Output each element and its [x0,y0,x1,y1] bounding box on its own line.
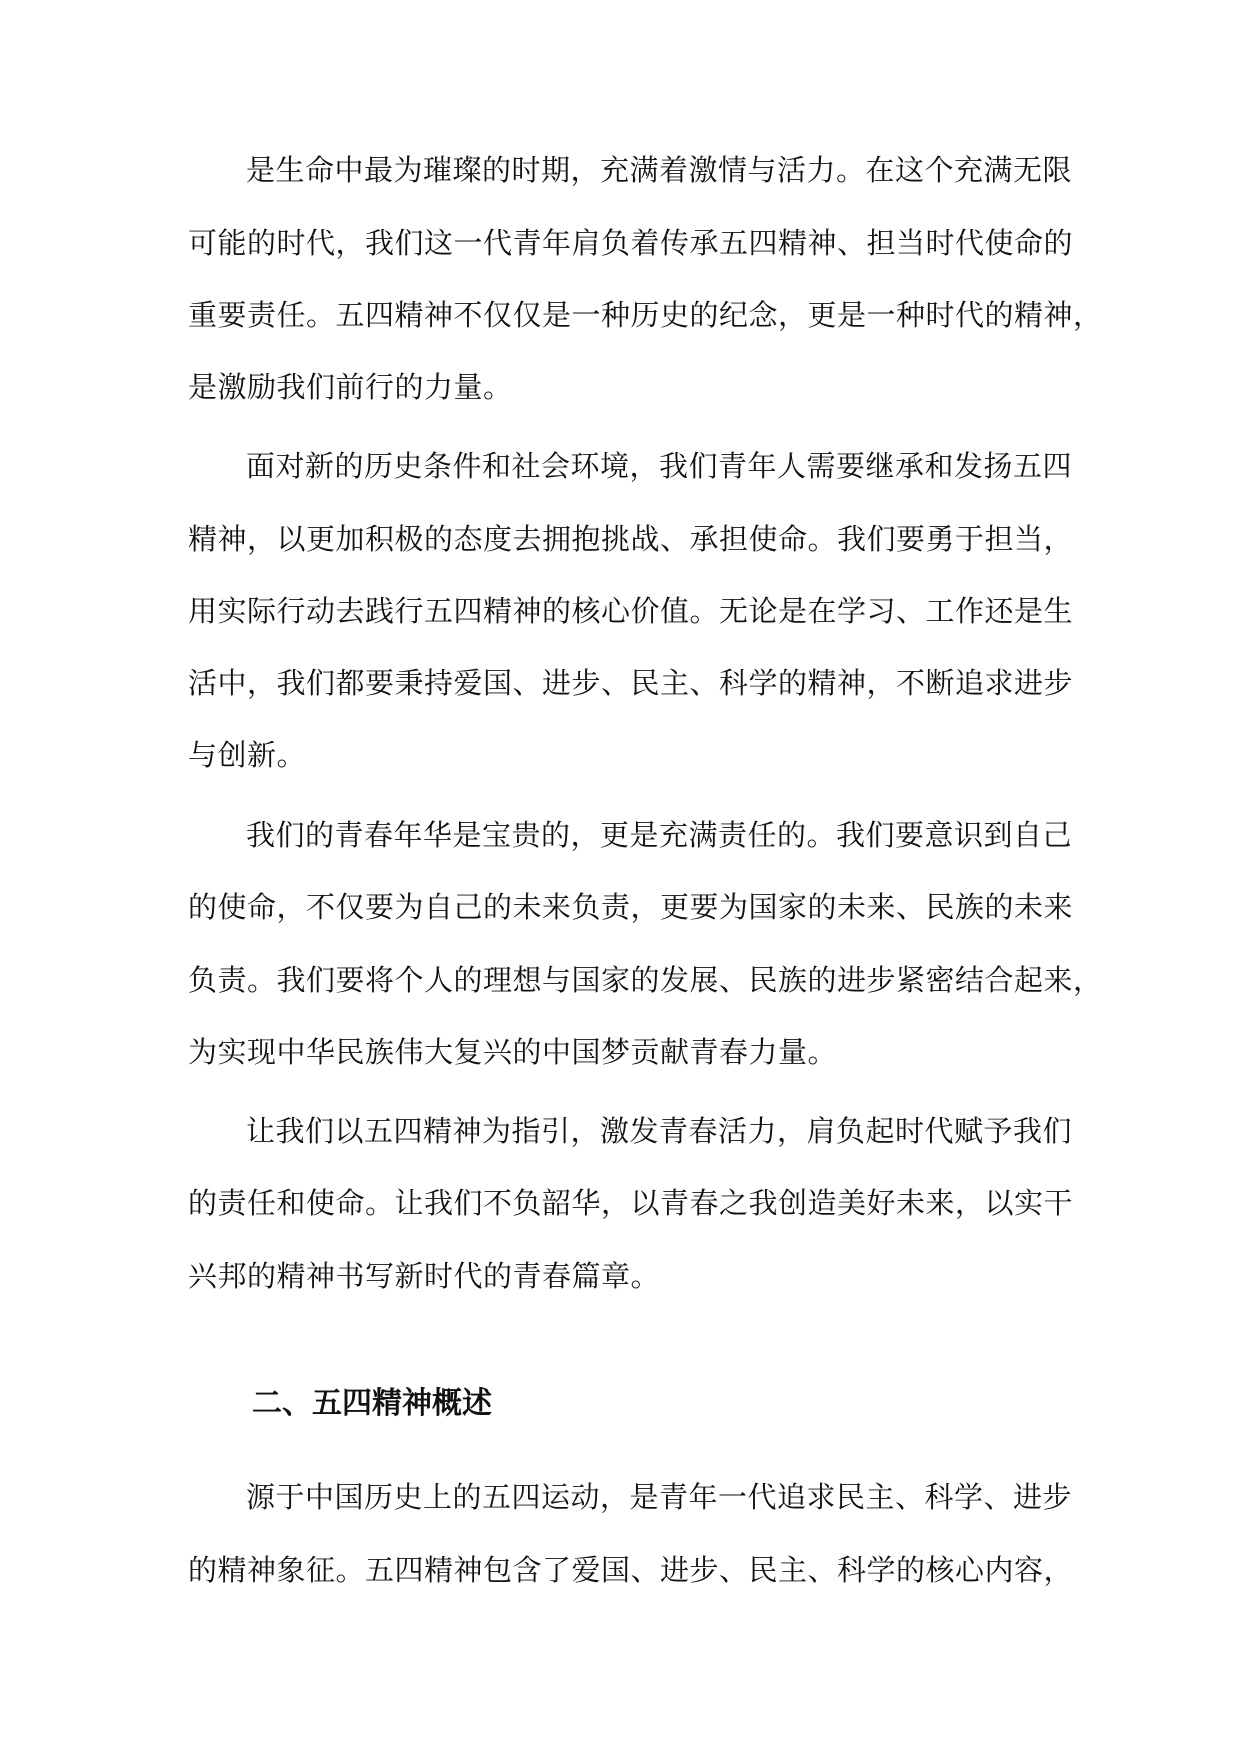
section-heading: 二、五四精神概述 [252,1386,492,1421]
paragraph-line: 与创新。 [188,738,307,772]
paragraph-line: 精神，以更加积极的态度去拥抱挑战、承担使命。我们要勇于担当， [188,522,1074,556]
paragraph-line: 源于中国历史上的五四运动，是青年一代追求民主、科学、进步 [246,1480,1073,1514]
paragraph-line: 是激励我们前行的力量。 [188,370,513,404]
paragraph-line: 面对新的历史条件和社会环境，我们青年人需要继承和发扬五四 [246,449,1073,483]
paragraph-line: 我们的青春年华是宝贵的，更是充满责任的。我们要意识到自己 [246,818,1073,852]
paragraph-line: 的使命，不仅要为自己的未来负责，更要为国家的未来、民族的未来 [188,890,1074,924]
paragraph-line: 兴邦的精神书写新时代的青春篇章。 [188,1259,661,1293]
paragraph-line: 是生命中最为璀璨的时期，充满着激情与活力。在这个充满无限 [246,153,1073,187]
paragraph-line: 为实现中华民族伟大复兴的中国梦贡献青春力量。 [188,1035,838,1069]
paragraph-line: 的精神象征。五四精神包含了爱国、进步、民主、科学的核心内容， [188,1553,1074,1587]
paragraph-line: 重要责任。五四精神不仅仅是一种历史的纪念，更是一种时代的精神， [188,298,1103,332]
paragraph-line: 的责任和使命。让我们不负韶华，以青春之我创造美好未来，以实干 [188,1186,1074,1220]
paragraph-line: 活中，我们都要秉持爱国、进步、民主、科学的精神，不断追求进步 [188,666,1074,700]
paragraph-line: 负责。我们要将个人的理想与国家的发展、民族的进步紧密结合起来， [188,963,1103,997]
paragraph-line: 可能的时代，我们这一代青年肩负着传承五四精神、担当时代使命的 [188,226,1074,260]
paragraph-line: 让我们以五四精神为指引，激发青春活力，肩负起时代赋予我们 [246,1114,1073,1148]
paragraph-line: 用实际行动去践行五四精神的核心价值。无论是在学习、工作还是生 [188,594,1074,628]
